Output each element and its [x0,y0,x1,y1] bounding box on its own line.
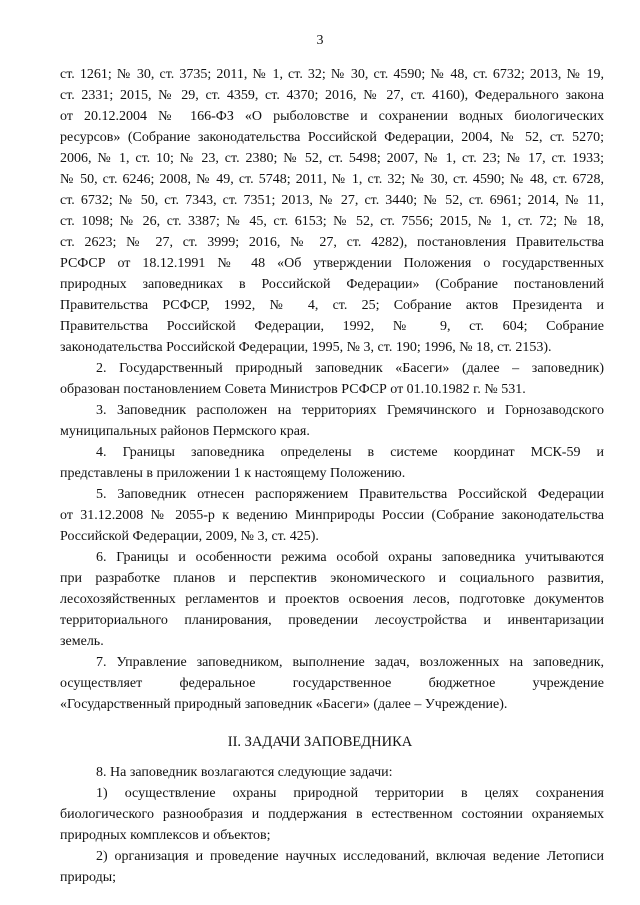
text-line: ст. 1261; № 30, ст. 3735; 2011, № 1, ст. 32; № 30, ст. 4590; № 48, ст. 6732; 2013, № 19, [60,67,604,82]
paragraph-first-line: 3. Заповедник расположен на территориях Гремячинского и Горнозаводского [96,403,604,418]
text-line: «Государственный природный заповедник «Басеги» (далее – Учреждение). [60,697,508,712]
page-number: 3 [316,33,324,48]
text-line: образован постановлением Совета Министров РСФСР от 01.10.1982 г. № 531. [60,382,526,397]
text-line: от 31.12.2008 № 2055-р к ведению Минприроды России (Собрание законодательства [60,508,604,523]
paragraph-first-line: 5. Заповедник отнесен распоряжением Правительства Российской Федерации [96,487,604,502]
paragraph-first-line: 2. Государственный природный заповедник «Басеги» (далее – заповедник) [96,361,604,376]
section-heading: II. ЗАДАЧИ ЗАПОВЕДНИКА [227,734,413,750]
text-line: ресурсов» (Собрание законодательства Российской Федерации, 2004, № 52, ст. 5270; [60,130,604,145]
text-line: муниципальных районов Пермского края. [60,424,310,439]
text-line: ст. 6732; № 50, ст. 7343, ст. 7351; 2013, № 27, ст. 3440; № 52, ст. 6961; 2014, № 11, [60,193,604,208]
text-line: 2006, № 1, ст. 10; № 23, ст. 2380; № 52, ст. 5498; 2007, № 1, ст. 23; № 17, ст. 1933; [60,151,604,166]
text-line: представлены в приложении 1 к настоящему Положению. [60,466,406,481]
paragraph-first-line: 4. Границы заповедника определены в системе координат МСК-59 и [96,445,604,460]
text-line: Российской Федерации, 2009, № 3, ст. 425). [60,529,319,544]
text-line: ст. 2623; № 27, ст. 3999; 2016, № 27, ст. 4282), постановления Правительства [60,235,604,250]
paragraph-first-line: 6. Границы и особенности режима особой охраны заповедника учитываются [96,550,604,565]
text-line: Правительства РСФСР, 1992, № 4, ст. 25; Собрание актов Президента и [60,298,604,313]
text-line: Правительства Российской Федерации, 1992, № 9, ст. 604; Собрание [60,319,604,334]
text-line: № 50, ст. 6246; 2008, № 49, ст. 5748; 2011, № 1, ст. 32; № 30, ст. 4590; № 48, ст. 6728, [60,172,604,187]
paragraph-first-line: 8. На заповедник возлагаются следующие задачи: [96,765,393,780]
text-line: при разработке планов и перспектив экономического и социального развития, [60,571,604,586]
text-line: земель. [60,634,104,649]
text-line: территориального планирования, проведении лесоустройства и инвентаризации [60,613,604,628]
text-line: осуществляет федеральное государственное бюджетное учреждение [60,676,604,691]
text-line: лесохозяйственных регламентов и проектов освоения лесов, подготовке документов [60,592,604,607]
list-item-first-line: 2) организация и проведение научных исследований, включая ведение Летописи [96,849,604,864]
text-line: биологического разнообразия и поддержания в естественном состоянии охраняемых [60,807,604,822]
list-item-first-line: 1) осуществление охраны природной территории в целях сохранения [96,786,604,801]
text-line: законодательства Российской Федерации, 1995, № 3, ст. 190; 1996, № 18, ст. 2153). [60,340,552,355]
text-line: природных заповедниках в Российской Федерации» (Собрание постановлений [60,277,604,292]
paragraph-first-line: 7. Управление заповедником, выполнение задач, возложенных на заповедник, [96,655,604,670]
text-line: природных комплексов и объектов; [60,828,271,843]
text-line: ст. 2331; 2015, № 29, ст. 4359, ст. 4370; 2016, № 27, ст. 4160), Федерального закона [60,88,604,103]
text-line: природы; [60,870,116,885]
text-line: ст. 1098; № 26, ст. 3387; № 45, ст. 6153; № 52, ст. 7556; 2015, № 1, ст. 72; № 18, [60,214,604,229]
text-line: от 20.12.2004 № 166-ФЗ «О рыболовстве и сохранении водных биологических [60,109,604,124]
text-line: РСФСР от 18.12.1991 № 48 «Об утверждении Положения о государственных [60,256,604,271]
